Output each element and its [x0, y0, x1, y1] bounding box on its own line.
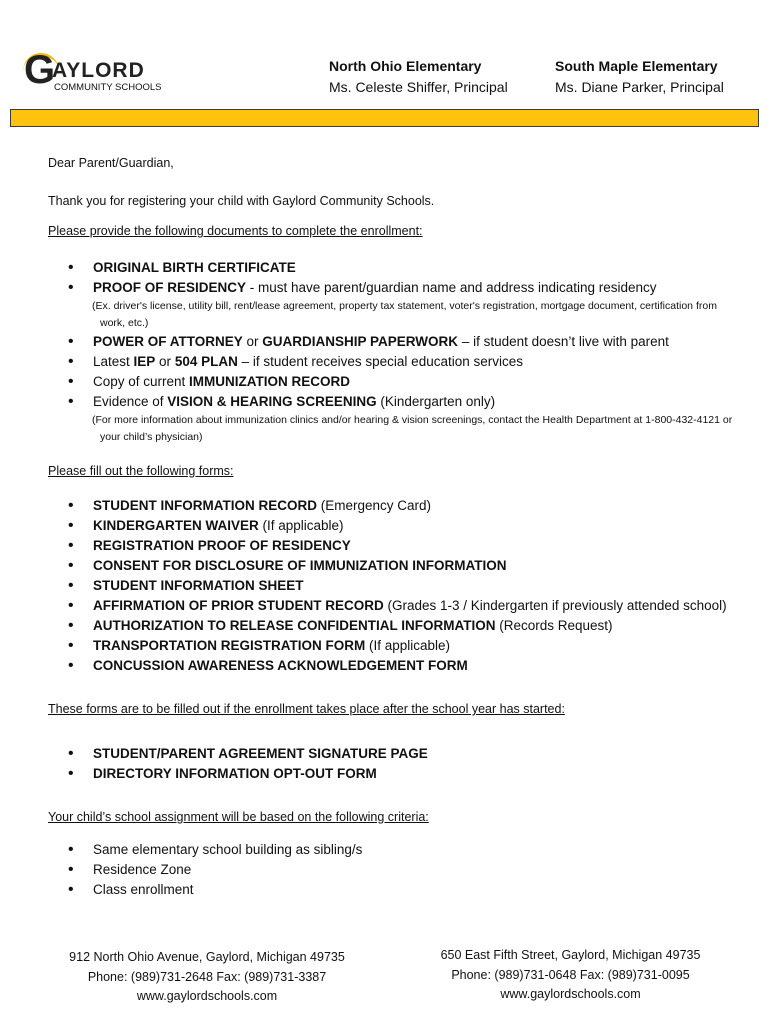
list-item: • DIRECTORY INFORMATION OPT-OUT FORM [48, 764, 738, 784]
gaylord-logo [24, 48, 174, 94]
list-item: • TRANSPORTATION REGISTRATION FORM (If applicable) [48, 636, 738, 656]
list-item: • CONCUSSION AWARENESS ACKNOWLEDGEMENT FORM [48, 656, 738, 676]
list-item: • AUTHORIZATION TO RELEASE CONFIDENTIAL INFORMATION (Records Request) [48, 616, 738, 636]
list-item: • STUDENT INFORMATION SHEET [48, 576, 738, 596]
vision-note: (For more information about immunization clinics and/or hearing & vision screenings, contact the Health Department at 1-800-432-4121 or your child’s physician) [92, 414, 733, 443]
footer-phone: Phone: (989)731-2648 Fax: (989)731-3387 [87, 969, 327, 984]
criteria-heading: Your child’s school assignment will be based on the following criteria: [48, 810, 429, 824]
list-item: • AFFIRMATION OF PRIOR STUDENT RECORD (Grades 1-3 / Kindergarten if previously attended school) [48, 596, 738, 616]
forms-list [48, 496, 738, 676]
footer-website: www.gaylordschools.com [500, 987, 641, 1001]
thank-you-line: Thank you for registering your child with Gaylord Community Schools. [48, 194, 435, 208]
criteria-list [48, 840, 738, 900]
list-item: • PROOF OF RESIDENCY - must have parent/guardian name and address indicating residency [48, 278, 738, 298]
footer-address: 650 East Fifth Street, Gaylord, Michigan 49735 [440, 948, 701, 962]
header-divider-bar [10, 109, 759, 127]
letter-body [48, 156, 738, 900]
list-item: • Class enrollment [48, 880, 738, 900]
list-item: • Same elementary school building as sibling/s [48, 840, 738, 860]
documents-list [48, 258, 738, 298]
list-item: • KINDERGARTEN WAIVER (If applicable) [48, 516, 738, 536]
late-enrollment-heading: These forms are to be filled out if the enrollment takes place after the school year has started: [48, 702, 565, 716]
school-north-ohio [329, 56, 508, 98]
list-item: • CONSENT FOR DISCLOSURE OF IMMUNIZATION INFORMATION [48, 556, 738, 576]
list-item: • Latest IEP or 504 PLAN – if student receives special education services [48, 352, 738, 372]
school-principal: Ms. Celeste Shiffer, Principal [329, 79, 508, 95]
footer-website: www.gaylordschools.com [136, 989, 278, 1003]
list-item: • STUDENT/PARENT AGREEMENT SIGNATURE PAGE [48, 744, 738, 764]
footer-north-ohio [66, 948, 348, 1007]
school-name: North Ohio Elementary [329, 58, 482, 74]
footer-south-maple [438, 946, 703, 1005]
residency-note: (Ex. driver's license, utility bill, rent/lease agreement, property tax statement, voter's registration, mortgage document, certification from work, etc.) [92, 300, 717, 329]
late-forms-list [48, 744, 738, 784]
documents-heading: Please provide the following documents to complete the enrollment: [48, 224, 423, 238]
list-item: • ORIGINAL BIRTH CERTIFICATE [48, 258, 738, 278]
logo-wordmark: AYLORD [52, 59, 145, 82]
school-principal: Ms. Diane Parker, Principal [555, 79, 724, 95]
list-item: • REGISTRATION PROOF OF RESIDENCY [48, 536, 738, 556]
logo-subtitle: COMMUNITY SCHOOLS [54, 82, 162, 93]
school-name: South Maple Elementary [555, 58, 718, 74]
forms-heading: Please fill out the following forms: [48, 464, 234, 478]
list-item: • Copy of current IMMUNIZATION RECORD [48, 372, 738, 392]
logo-big-letter: G [24, 48, 56, 92]
list-item: • POWER OF ATTORNEY or GUARDIANSHIP PAPERWORK – if student doesn’t live with parent [48, 332, 738, 352]
list-item: • Residence Zone [48, 860, 738, 880]
footer-address: 912 North Ohio Avenue, Gaylord, Michigan 49735 [69, 950, 345, 964]
greeting: Dear Parent/Guardian, [48, 156, 174, 170]
list-item: • Evidence of VISION & HEARING SCREENING (Kindergarten only) [48, 392, 738, 412]
school-south-maple [555, 56, 724, 98]
documents-list-continued [48, 332, 738, 412]
footer-phone: Phone: (989)731-0648 Fax: (989)731-0095 [451, 967, 690, 982]
list-item: • STUDENT INFORMATION RECORD (Emergency Card) [48, 496, 738, 516]
